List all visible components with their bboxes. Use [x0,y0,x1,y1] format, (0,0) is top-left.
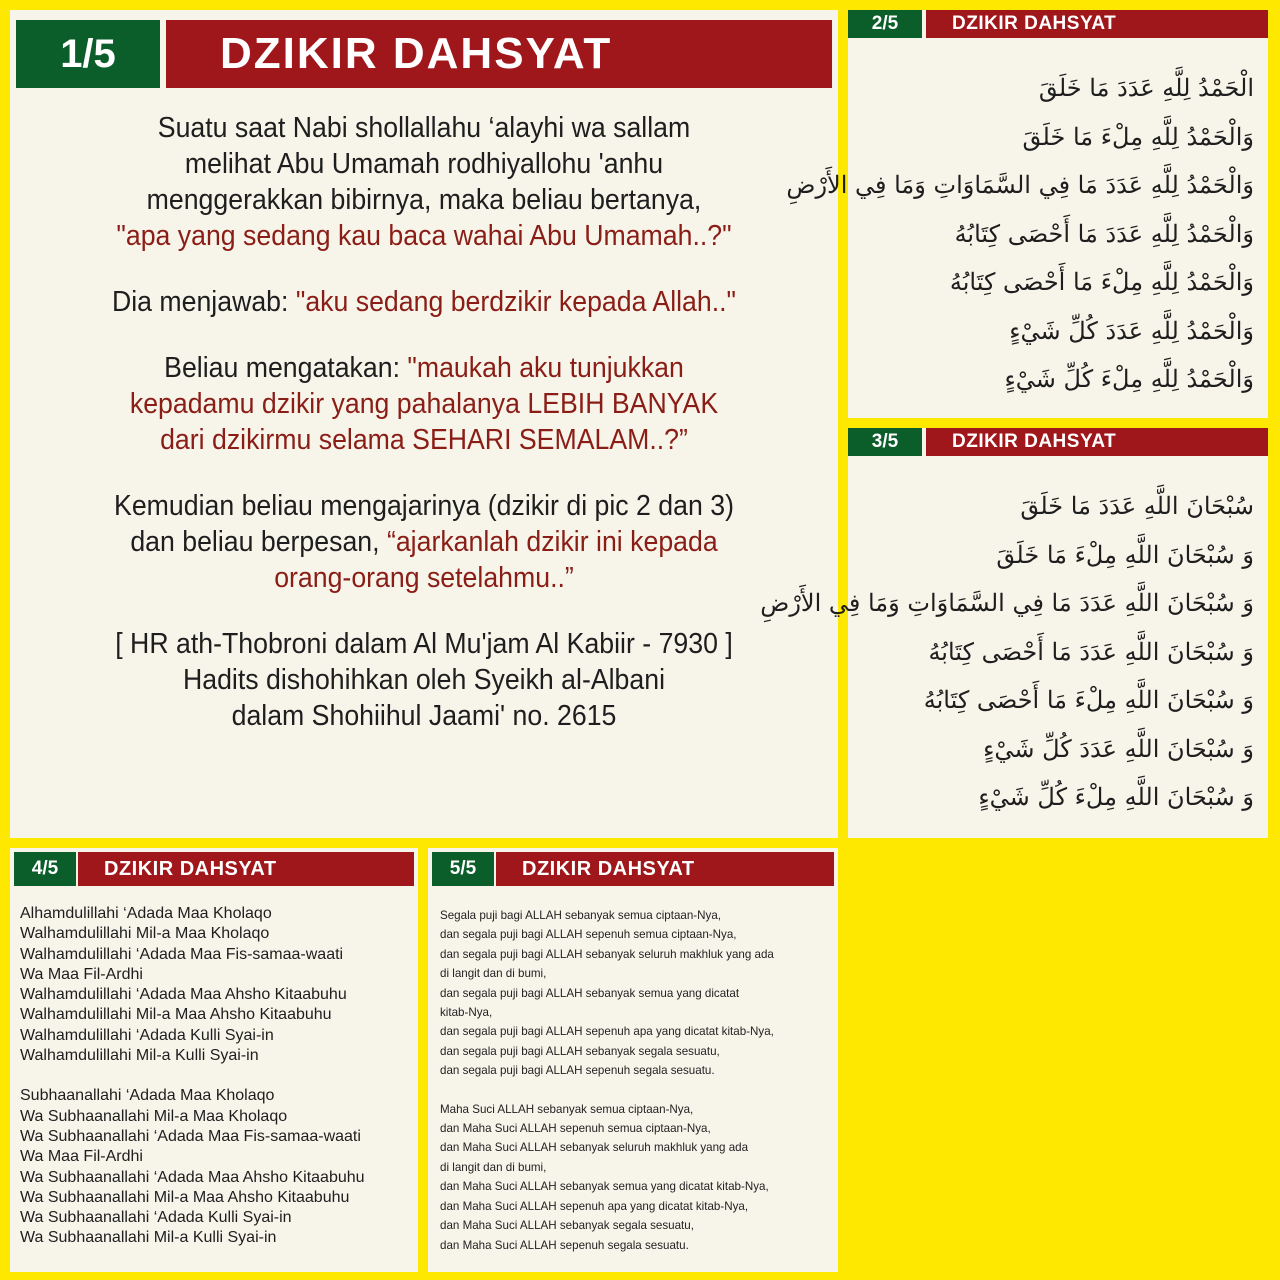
translation-line: dan Maha Suci ALLAH sepenuh apa yang dicatat kitab-Nya, [440,1199,749,1213]
panel-4-title: DZIKIR DAHSYAT [78,852,414,886]
translit-line: Walhamdulillahi ‘Adada Maa Ahsho Kitaabuhu [20,986,347,1004]
translit-line: Walhamdulillahi ‘Adada Kulli Syai-in [20,1026,274,1044]
panel-2-header [848,10,1268,38]
transliteration-list [20,904,412,1249]
translation-line: dan segala puji bagi ALLAH sebanyak seluruh makhluk yang ada [440,947,774,961]
spacer [440,1081,832,1100]
quote-text: "apa yang sedang kau baca wahai Abu Umamah..?" [116,220,732,252]
panel-3-title: DZIKIR DAHSYAT [926,428,1268,456]
translation-line: dan segala puji bagi ALLAH sebanyak segala sesuatu, [440,1044,720,1058]
translit-line: Wa Subhaanallahi Mil-a Maa Kholaqo [20,1107,288,1125]
quote-text: orang-orang setelahmu..” [274,562,574,594]
text-line: Kemudian beliau mengajarinya (dzikir di pic 2 dan 3) [114,490,734,522]
panel-1-header [10,20,838,88]
translation-line: dan Maha Suci ALLAH sepenuh semua ciptaan-Nya, [440,1122,711,1136]
translit-line: Wa Subhaanallahi ‘Adada Maa Ahsho Kitaabuhu [20,1168,365,1186]
translation-line: Maha Suci ALLAH sebanyak semua ciptaan-Nya, [440,1102,694,1116]
panel-5-number: 5/5 [432,852,494,886]
quote-text: "aku sedang berdzikir kepada Allah.." [295,286,737,318]
arabic-line: الْحَمْدُ لِلَّهِ عَدَدَ مَا خَلَقَ [1038,74,1254,102]
translit-line: Alhamdulillahi ‘Adada Maa Kholaqo [20,905,272,922]
text-line: menggerakkan bibirnya, maka beliau bertanya, [146,184,702,216]
text-line: melihat Abu Umamah rodhiyallohu 'anhu [184,148,664,180]
arabic-line: وَالْحَمْدُ لِلَّهِ عَدَدَ كُلِّ شَيْءٍ [1009,316,1254,345]
panel-3 [760,428,1268,838]
translation-line: Segala puji bagi ALLAH sebanyak semua ciptaan-Nya, [440,909,722,922]
panel-4-header [10,852,418,886]
arabic-line: وَ سُبْحَانَ اللَّهِ عَدَدَ مَا فِي السَّمَاوَاتِ وَمَا فِي الأَرْضِ [760,589,1254,617]
translit-line: Walhamdulillahi Mil-a Maa Kholaqo [20,925,270,943]
translation-line: kitab-Nya, [440,1006,493,1020]
translation-line: dan Maha Suci ALLAH sebanyak semua yang dicatat kitab-Nya, [440,1180,769,1194]
panel-5-header [428,852,838,886]
translation-line: dan segala puji bagi ALLAH sepenuh apa yang dicatat kitab-Nya, [440,1025,774,1039]
translit-line: Wa Subhaanallahi Mil-a Maa Ahsho Kitaabuhu [20,1188,350,1206]
arabic-tahmid-list [786,64,1254,404]
reference [43,626,805,734]
panel-1-title: DZIKIR DAHSYAT [166,20,832,88]
arabic-line: سُبْحَانَ اللَّهِ عَدَدَ مَا خَلَقَ [1020,492,1254,520]
translation-line: dan segala puji bagi ALLAH sepenuh segala sesuatu. [440,1064,715,1078]
translit-line: Subhaanallahi ‘Adada Maa Kholaqo [20,1087,275,1105]
arabic-line: وَ سُبْحَانَ اللَّهِ مِلْءَ مَا أَحْصَى كِتَابُهُ [923,686,1254,714]
translation-list [440,906,832,1255]
translit-line: Wa Subhaanallahi ‘Adada Kulli Syai-in [20,1209,292,1227]
translation-line: dan Maha Suci ALLAH sepenuh segala sesuatu. [440,1238,689,1252]
translit-line: Wa Subhaanallahi ‘Adada Maa Fis-samaa-waati [20,1127,361,1145]
arabic-line: وَ سُبْحَانَ اللَّهِ مِلْءَ مَا خَلَقَ [996,540,1254,569]
panel-1-number: 1/5 [16,20,160,88]
translation-line: dan Maha Suci ALLAH sebanyak seluruh makhluk yang ada [440,1141,749,1155]
arabic-line: وَالْحَمْدُ لِلَّهِ مِلْءَ مَا خَلَقَ [1022,122,1254,151]
translation-line: dan segala puji bagi ALLAH sebanyak semua yang dicatat [440,986,740,1000]
panel-4-number: 4/5 [14,852,76,886]
translation-line: di langit dan di bumi, [440,1160,547,1174]
arabic-line: وَ سُبْحَانَ اللَّهِ مِلْءَ كُلِّ شَيْءٍ [978,783,1254,811]
arabic-line: وَالْحَمْدُ لِلَّهِ عَدَدَ مَا فِي السَّمَاوَاتِ وَمَا فِي الأَرْضِ [786,171,1254,199]
text-line: Beliau mengatakan: [164,352,408,384]
translit-line: Wa Subhaanallahi Mil-a Kulli Syai-in [20,1229,277,1247]
quote-text: dari dzikirmu selama SEHARI SEMALAM..?” [160,424,688,456]
paragraph-1 [43,110,805,254]
arabic-line: وَ سُبْحَانَ اللَّهِ عَدَدَ كُلِّ شَيْءٍ [983,734,1254,763]
translation-line: dan Maha Suci ALLAH sebanyak segala sesuatu, [440,1219,694,1233]
translit-line: Wa Maa Fil-Ardhi [20,1148,143,1166]
translit-line: Wa Maa Fil-Ardhi [20,965,143,983]
quote-text: “ajarkanlah dzikir ini kepada [386,526,718,558]
arabic-line: وَالْحَمْدُ لِلَّهِ مِلْءَ مَا أَحْصَى كِتَابُهُ [949,268,1254,296]
translit-line: Walhamdulillahi ‘Adada Maa Fis-samaa-waati [20,945,344,963]
arabic-line: وَالْحَمْدُ لِلَّهِ عَدَدَ مَا أَحْصَى كِتَابُهُ [954,219,1254,248]
translit-line: Walhamdulillahi Mil-a Kulli Syai-in [20,1047,259,1065]
text-line: [ HR ath-Thobroni dalam Al Mu'jam Al Kabiir - 7930 ] [115,628,733,660]
paragraph-2 [43,284,805,320]
paragraph-4 [43,488,805,596]
quote-text: kepadamu dzikir yang pahalanya LEBIH BANYAK [129,388,719,420]
text-line: Suatu saat Nabi shollallahu ‘alayhi wa sallam [157,112,691,144]
translation-line: di langit dan di bumi, [440,967,547,981]
translit-line: Walhamdulillahi Mil-a Maa Ahsho Kitaabuhu [20,1006,332,1024]
panel-2-number: 2/5 [848,10,922,38]
panel-3-number: 3/5 [848,428,922,456]
translation-line: dan segala puji bagi ALLAH sepenuh semua ciptaan-Nya, [440,928,737,942]
spacer [20,1066,412,1086]
paragraph-3 [43,350,805,458]
panel-5-title: DZIKIR DAHSYAT [496,852,834,886]
panel-3-header [848,428,1268,456]
panel-2 [786,10,1268,418]
text-line: dalam Shohiihul Jaami' no. 2615 [231,700,617,732]
panel-5 [428,848,838,1272]
text-line: dan beliau berpesan, [130,526,387,558]
hadith-text [43,110,805,764]
panel-1 [10,10,838,838]
text-line: Hadits dishohihkan oleh Syeikh al-Albani [182,664,666,696]
text-line: Dia menjawab: [111,286,296,318]
quote-text: "maukah aku tunjukkan [407,352,684,384]
arabic-tasbih-list [760,482,1254,822]
arabic-line: وَالْحَمْدُ لِلَّهِ مِلْءَ كُلِّ شَيْءٍ [1004,365,1254,393]
panel-4 [10,848,418,1272]
arabic-line: وَ سُبْحَانَ اللَّهِ عَدَدَ مَا أَحْصَى كِتَابُهُ [928,637,1254,666]
panel-2-title: DZIKIR DAHSYAT [926,10,1268,38]
